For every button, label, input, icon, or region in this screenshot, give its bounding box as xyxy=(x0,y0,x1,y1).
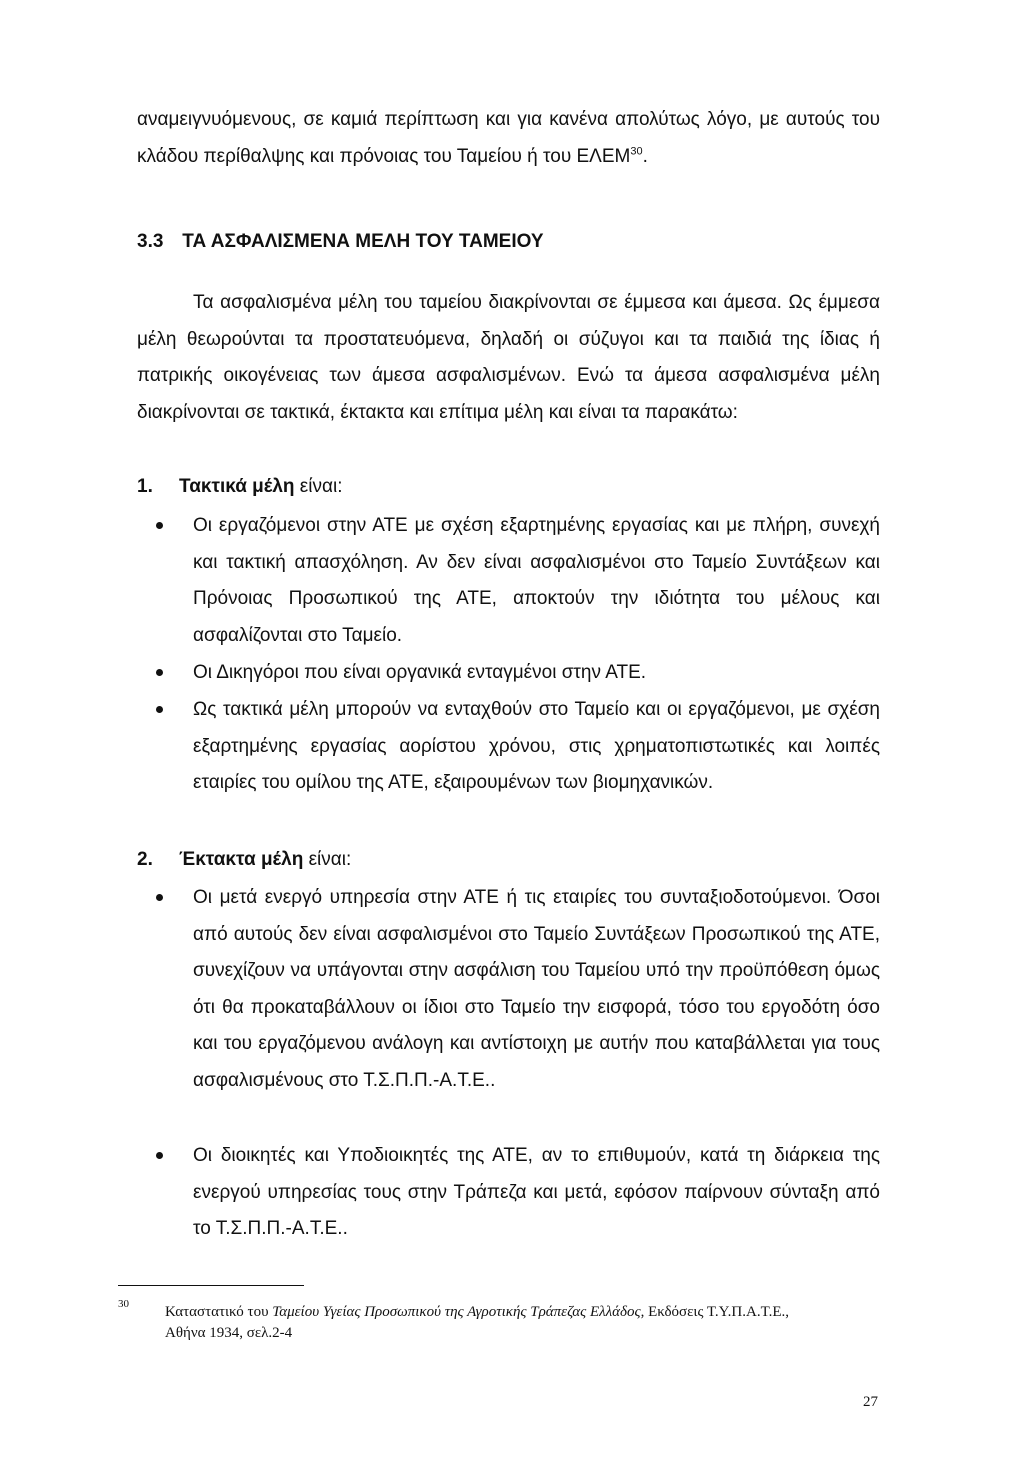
list-heading-regular-members: 1. Τακτικά μέλη είναι: xyxy=(137,476,343,497)
footnote: Καταστατικό του Ταμείου Υγείας Προσωπικού της Αγροτικής Τράπεζας Ελλάδος, Εκδόσεις Τ.Υ.Π.Α.Τ.Ε., Αθήνα 1934, σελ.2-4 xyxy=(165,1304,790,1341)
footnote-reference[interactable]: 30 xyxy=(630,145,643,158)
section-heading xyxy=(137,230,544,254)
list-item: Οι μετά ενεργό υπηρεσία στην ΑΤΕ ή τις εταιρίες του συνταξιοδοτούμενοι. Όσοι από αυτούς δεν είναι ασφαλισμένοι στο Ταμείο Συντάξεων Προσωπικού της ΑΤΕ, συνεχίζουν να υπάγονται στην ασφάλιση του Ταμείου υπό την προϋπόθεση όμως ότι θα προκαταβάλλουν οι ίδιοι στο Ταμείο την εισφορά, τόσο του εργοδότη όσο και του εργαζόμενου ανάλογη και αντίστοιχη με αυτήν που καταβάλλεται για τους ασφαλισμένους στο Τ.Σ.Π.Π.-Α.Τ.Ε.. xyxy=(193,880,880,1099)
list-item: Οι Δικηγόροι που είναι οργανικά ενταγμένοι στην ΑΤΕ. xyxy=(193,655,880,692)
bullet-icon xyxy=(156,522,163,529)
list-heading-extraordinary-members: 2. Έκτακτα μέλη είναι: xyxy=(137,849,352,870)
bullet-icon xyxy=(156,706,163,713)
intro-paragraph: Τα ασφαλισμένα μέλη του ταμείου διακρίνονται σε έμμεσα και άμεσα. Ως έμμεσα μέλη θεωρούνται τα προστατευόμενα, δηλαδή οι σύζυγοι και τα παιδιά της ίδιας ή πατρικής οικογένειας των άμεσα ασφαλισμένων. Ενώ τα άμεσα ασφαλισμένα μέλη διακρίνονται σε τακτικά, έκτακτα και επίτιμα μέλη και είναι τα παρακάτω: xyxy=(137,292,880,423)
section-title: ΤΑ ΑΣΦΑΛΙΣΜΕΝΑ ΜΕΛΗ ΤΟΥ ΤΑΜΕΙΟΥ xyxy=(182,231,544,252)
page-number: 27 xyxy=(863,1394,878,1410)
footnote-mark: 30 xyxy=(118,1298,129,1310)
bullet-icon xyxy=(156,894,163,901)
section-number: 3.3 xyxy=(137,231,164,252)
list-item: Ως τακτικά μέλη μπορούν να ενταχθούν στο Ταμείο και οι εργαζόμενοι, με σχέση εξαρτημένης εργασίας αορίστου χρόνου, στις χρηματοπιστωτικές και λοιπές εταιρίες του ομίλου της ΑΤΕ, εξαιρουμένων των βιομηχανικών. xyxy=(193,692,880,802)
bullet-icon xyxy=(156,669,163,676)
footnote-rule xyxy=(118,1285,304,1286)
bullet-icon xyxy=(156,1152,163,1159)
list-item: Οι εργαζόμενοι στην ΑΤΕ με σχέση εξαρτημένης εργασίας και με πλήρη, συνεχή και τακτική απασχόληση. Αν δεν είναι ασφαλισμένοι στο Ταμείο Συντάξεων και Πρόνοιας Προσωπικού της ΑΤΕ, αποκτούν την ιδιότητα του μέλους και ασφαλίζονται στο Ταμείο. xyxy=(193,508,880,654)
list-item: Οι διοικητές και Υποδιοικητές της ΑΤΕ, αν το επιθυμούν, κατά τη διάρκεια της ενεργού υπηρεσίας τους στην Τράπεζα και μετά, εφόσον παίρνουν σύνταξη από το Τ.Σ.Π.Π.-Α.Τ.Ε.. xyxy=(193,1138,880,1248)
opening-paragraph: αναμειγνυόμενους, σε καμιά περίπτωση και για κανένα απολύτως λόγο, με αυτούς του κλάδου περίθαλψης και πρόνοιας του Ταμείου ή του ΕΛΕΜ$^{30}$. xyxy=(137,109,880,167)
